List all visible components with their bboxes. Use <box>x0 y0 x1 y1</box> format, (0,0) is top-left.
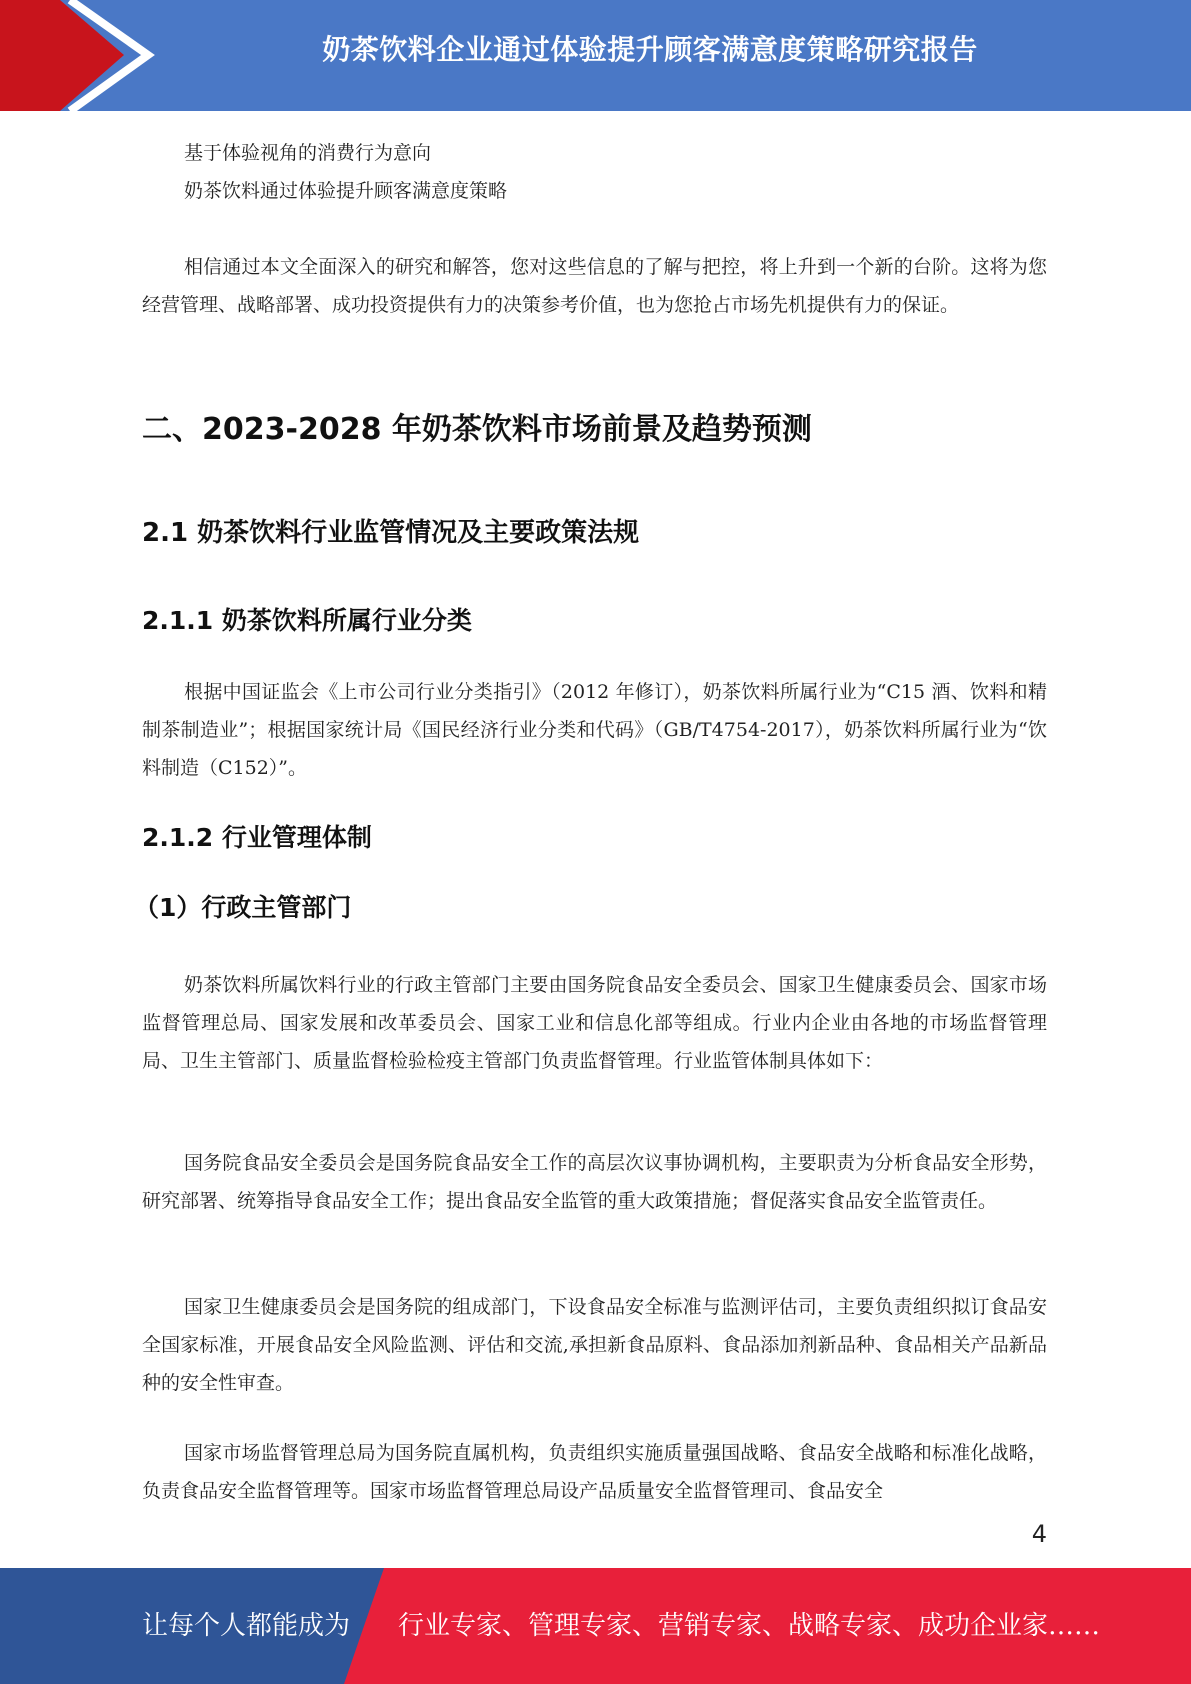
footer-slogan-left: 让每个人都能成为 <box>142 1611 351 1641</box>
footer-slogan-right: 行业专家、管理专家、营销专家、战略专家、成功企业家…… <box>398 1611 1101 1641</box>
body-paragraph: 国家市场监督管理总局为国务院直属机构，负责组织实施质量强国战略、食品安全战略和标准化战略，负责食品安全监督管理等。国家市场监督管理总局设产品质量安全监督管理司、食品安全 <box>142 1442 1047 1502</box>
sub-heading-authorities: （1）行政主管部门 <box>134 893 352 922</box>
toc-line: 基于体验视角的消费行为意向 <box>184 142 432 164</box>
page-number: 4 <box>1031 1520 1047 1548</box>
body-paragraph: 国家卫生健康委员会是国务院的组成部门，下设食品安全标准与监测评估司，主要负责组织拟订食品安全国家标准，开展食品安全风险监测、评估和交流,承担新食品原料、食品添加剂新品种、食品相关产品新品种的安全性审查。 <box>142 1296 1047 1394</box>
body-paragraph: 国务院食品安全委员会是国务院食品安全工作的高层次议事协调机构，主要职责为分析食品安全形势，研究部署、统筹指导食品安全工作；提出食品安全监管的重大政策措施；督促落实食品安全监管责任。 <box>142 1152 1047 1212</box>
body-paragraph: 奶茶饮料所属饮料行业的行政主管部门主要由国务院食品安全委员会、国家卫生健康委员会、国家市场监督管理总局、国家发展和改革委员会、国家工业和信息化部等组成。行业内企业由各地的市场监督管理局、卫生主管部门、质量监督检验检疫主管部门负责监督管理。行业监管体制具体如下： <box>142 974 1047 1072</box>
subsection-heading: 2.1 奶茶饮料行业监管情况及主要政策法规 <box>142 518 640 548</box>
page-header <box>0 0 1191 111</box>
item-heading-management: 2.1.2 行业管理体制 <box>142 823 372 852</box>
page-footer <box>0 1568 1191 1684</box>
classification-paragraph: 根据中国证监会《上市公司行业分类指引》（2012 年修订），奶茶饮料所属行业为“C15 酒、饮料和精制茶制造业”；根据国家统计局《国民经济行业分类和代码》（GB/T4754-2017），奶茶饮料所属行业为“饮料制造（C152）”。 <box>142 681 1047 779</box>
intro-paragraph: 相信通过本文全面深入的研究和解答，您对这些信息的了解与把控，将上升到一个新的台阶。这将为您经营管理、战略部署、成功投资提供有力的决策参考价值，也为您抢占市场先机提供有力的保证。 <box>142 256 1047 316</box>
toc-line: 奶茶饮料通过体验提升顾客满意度策略 <box>184 180 508 202</box>
report-title: 奶茶饮料企业通过体验提升顾客满意度策略研究报告 <box>322 33 978 66</box>
section-heading: 二、2023-2028 年奶茶饮料市场前景及趋势预测 <box>142 412 812 447</box>
item-heading-classification: 2.1.1 奶茶饮料所属行业分类 <box>142 606 472 635</box>
